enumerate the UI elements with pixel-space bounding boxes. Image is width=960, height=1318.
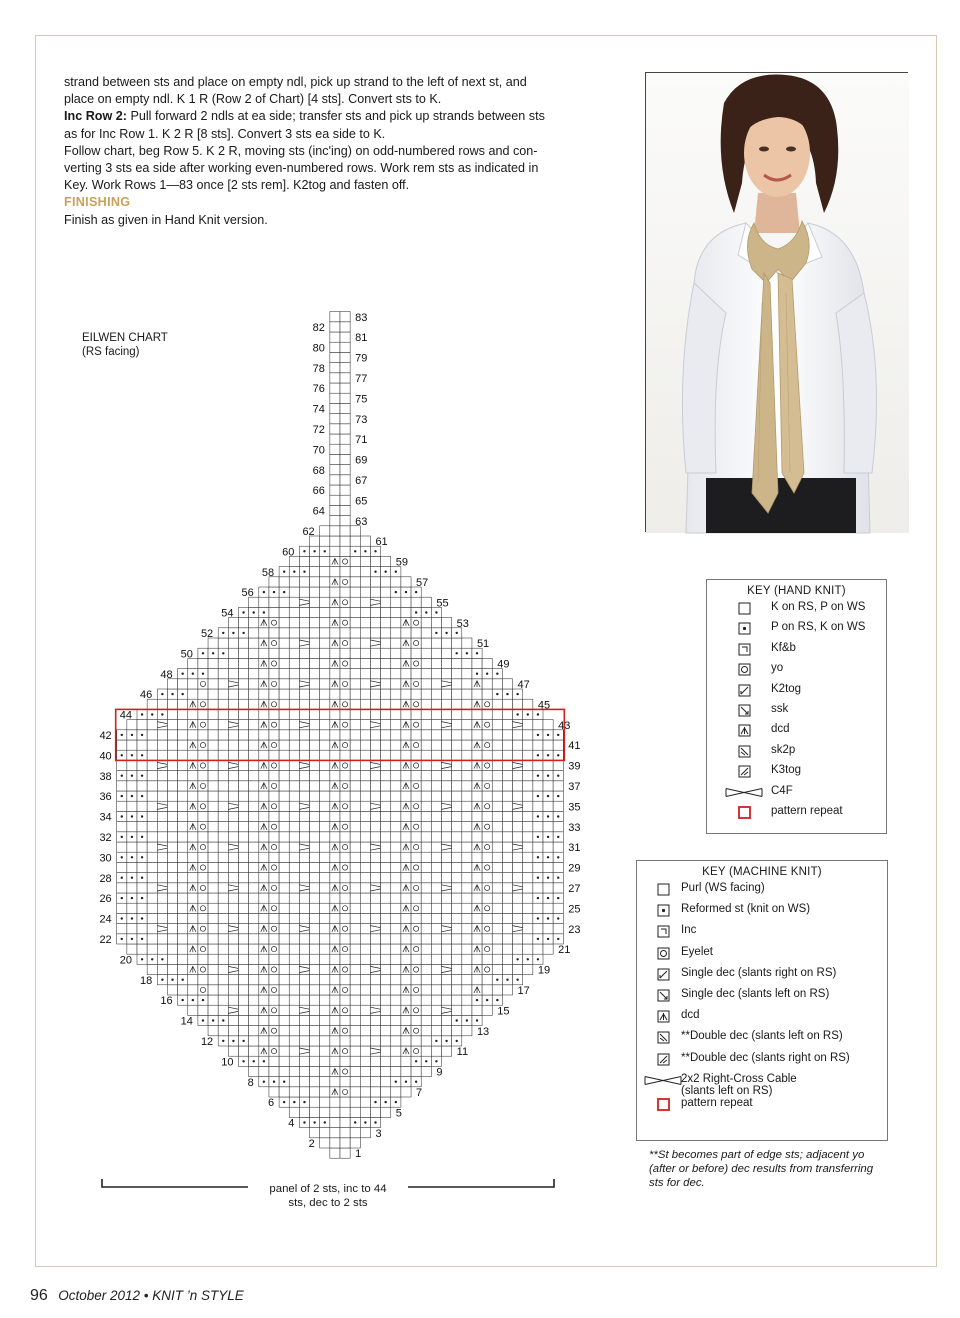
red-square-icon [656,1097,671,1112]
instruction-line: strand between sts and place on empty ndl, pick up strand to the left of next st, and [64,75,527,89]
k3tog-icon [656,1052,671,1067]
key-item [637,882,887,903]
key-item [707,805,886,825]
chart-row [310,1128,371,1138]
key-label: dcd [681,1009,700,1022]
chart-row [330,352,350,362]
row-number: 7 [416,1087,423,1099]
key-symbol [645,924,681,939]
key-label: K2tog [771,682,802,695]
yo-icon [737,662,752,677]
chart-row [218,1036,462,1046]
instruction-line: as for Inc Row 1. K 2 R [8 sts]. Convert 3 sts ea side to K. [64,126,386,141]
row-number: 28 [99,872,112,885]
row-number: 34 [99,811,112,824]
chart-row [330,322,350,332]
sk2p-icon [737,744,752,759]
row-number: 43 [558,719,571,732]
key-symbol [645,967,681,982]
row-number: 56 [241,587,254,600]
row-number: 49 [497,658,510,671]
chart-row [218,628,462,638]
key-symbol [645,903,681,918]
key-label: pattern repeat [771,804,843,817]
key-label: Single dec (slants right on RS) [681,966,837,979]
key-machine-title: KEY (MACHINE KNIT) [702,866,822,878]
row-number: 72 [312,424,325,436]
key-symbol [717,621,771,636]
key-machine-knit [636,860,888,1141]
key-item [707,764,886,784]
chart-row [330,342,350,352]
key-symbol [717,703,771,718]
sk2p-icon [656,1030,671,1045]
row-number: 61 [375,536,388,549]
row-number: 1 [355,1148,362,1161]
row-number: 25 [568,903,581,916]
row-number: 16 [160,995,173,1008]
row-number: 13 [476,1025,490,1038]
key-label: **Double dec (slants left on RS) [681,1030,843,1043]
key-hand-list [707,601,886,825]
chart-row [117,934,564,944]
row-number: 37 [568,781,581,793]
chart-row [137,954,543,964]
row-number: 23 [568,923,581,936]
row-number: 55 [436,597,449,610]
row-number: 42 [99,730,112,742]
k2tog-icon [737,683,752,698]
panel-caption-line: sts, dec to 2 sts [288,1197,368,1209]
panel-caption-line: panel of 2 sts, inc to 44 [269,1183,387,1195]
chart-row [330,495,350,505]
row-number: 24 [99,913,112,926]
chart-row [330,434,350,444]
row-number: 75 [355,393,368,406]
key-item [707,642,886,662]
key-label: K on RS, P on WS [771,601,866,613]
chart-row [117,883,564,893]
key-symbol [717,744,771,759]
row-number: 29 [568,862,581,875]
chart-subtitle: (RS facing) [82,346,140,358]
key-symbol [645,1052,681,1067]
row-number: 58 [261,566,275,579]
key-label: pattern repeat [681,1096,753,1109]
row-number: 8 [247,1076,254,1089]
instruction-line: Follow chart, beg Row 5. K 2 R, moving sts (inc'ing) on odd-numbered rows and con- [64,143,538,158]
inc-row-2-text: Pull forward 2 ndls at ea side; transfer sts and pick up strands between sts [126,109,545,124]
key-label: ssk [771,702,789,715]
key-label: Eyelet [681,945,713,958]
row-number: 77 [355,373,368,385]
row-number: 65 [355,495,368,508]
row-number: 78 [312,362,325,375]
chart-row [198,1015,482,1025]
key-symbol [645,1030,681,1045]
key-label: 2x2 Right-Cross Cable (slants left on RS) [681,1073,887,1097]
row-number: 32 [99,832,112,844]
machine-note: **St becomes part of edge sts; adjacent yo (after or before) dec results from transferring sts for dec. [649,1149,874,1189]
key-label: dcd [771,723,790,736]
row-number: 67 [355,475,368,487]
key-item [707,662,886,682]
kfb-icon [737,642,752,657]
dot-square-icon [656,903,671,918]
key-hand-title: KEY (HAND KNIT) [747,585,846,597]
key-item [707,723,886,743]
key-symbol [717,642,771,657]
chart-row [127,720,553,730]
row-number: 69 [355,454,368,467]
key-symbol [645,1097,681,1112]
chart-row [330,312,350,322]
row-number: 76 [312,383,325,396]
row-number: 12 [200,1036,214,1048]
chart-row [117,791,564,801]
row-number: 4 [288,1117,295,1130]
chart-row [299,1117,380,1127]
chart-row [299,546,380,556]
chart-row [117,832,564,842]
row-number: 18 [140,974,153,987]
row-number: 2 [308,1138,315,1150]
chart-row [117,781,564,791]
key-item [637,946,887,967]
chart-row [330,485,350,495]
key-label-continued: (slants left on RS) [681,1084,773,1097]
dcd-icon [656,1009,671,1024]
key-item [637,1052,887,1073]
row-number: 21 [558,944,571,957]
instruction-line: Key. Work Rows 1—83 once [2 sts rem]. K2tog and fasten off. [64,178,410,193]
row-number: 10 [221,1056,234,1069]
chart-row [117,903,564,913]
chart-row [137,709,543,719]
key-item [707,785,886,805]
key-item [707,744,886,764]
ssk-icon [656,988,671,1003]
chart-row [117,730,564,740]
key-item [637,967,887,988]
chart-row [117,852,564,862]
inc-row-2-label: Inc Row 2: [64,109,127,124]
row-number: 66 [312,485,325,498]
row-number: 52 [200,628,214,640]
row-number: 83 [355,311,368,324]
key-symbol [717,764,771,779]
row-number: 74 [312,403,325,416]
model-photo [645,72,908,532]
chart-grid [99,312,580,1161]
chart-row [117,740,564,750]
finishing-text: Finish as given in Hand Knit version. [64,212,268,227]
row-number: 82 [312,322,325,334]
chart-row [330,363,350,373]
row-number: 35 [568,801,581,814]
chart-row [279,1097,401,1107]
page-footer [30,1287,244,1305]
chart-row [239,607,442,617]
chart-row [239,1056,442,1066]
key-label: C4F [771,784,793,797]
key-label: Single dec (slants left on RS) [681,987,830,1000]
row-number: 39 [568,760,581,773]
key-label: Kf&b [771,641,796,654]
chart-row [330,403,350,413]
chart-row [228,618,451,628]
row-number: 9 [436,1066,443,1079]
key-symbol [717,662,771,677]
key-label: K3tog [771,764,802,777]
chart-row [249,1066,432,1076]
row-number: 46 [140,689,153,702]
chart-row [330,414,350,424]
k3tog-icon [737,764,752,779]
key-symbol [717,785,771,800]
chart-row [117,913,564,923]
row-number: 64 [312,505,325,518]
key-item [637,1097,887,1118]
row-number: 80 [312,342,325,355]
key-label: Inc [681,924,697,937]
chart-row [259,1077,421,1087]
chart-row [198,648,482,658]
cable-icon [724,785,764,800]
chart-row [330,1148,350,1158]
row-number: 17 [517,985,530,997]
row-number: 73 [355,413,368,426]
chart-row [330,424,350,434]
instruction-line: verting 3 sts ea side after working even-numbered rows. Work rem sts as indicated in [64,161,539,176]
chart-row [178,995,503,1005]
key-item [637,1073,887,1097]
key-item [707,703,886,723]
row-number: 68 [312,464,325,477]
chart-row [330,516,350,526]
dot-square-icon [737,621,752,636]
row-number: 54 [221,607,234,620]
row-number: 41 [568,740,581,753]
chart-row [178,669,503,679]
row-number: 70 [312,444,325,457]
model-illustration [646,73,909,533]
key-symbol [717,601,771,616]
key-symbol [645,988,681,1003]
dcd-icon [737,723,752,738]
eilwen-chart [70,311,590,1185]
row-number: 44 [119,709,132,722]
instruction-line [64,108,612,125]
row-number: 33 [568,821,581,834]
row-number: 5 [395,1107,402,1120]
key-item [707,601,886,621]
row-number: 48 [160,668,173,681]
chart-row [289,1107,391,1117]
finishing-heading: FINISHING [64,195,131,210]
row-number: 79 [355,352,368,365]
row-number: 45 [537,699,551,712]
row-number: 71 [355,434,368,447]
key-hand-knit [706,579,887,834]
row-number: 59 [395,556,408,569]
key-symbol [717,723,771,738]
issue-label: October 2012 • KNIT ’n STYLE [58,1288,244,1303]
chart-row [208,1026,472,1036]
row-number: 60 [282,546,295,559]
chart-title-line: EILWEN CHART [82,332,168,344]
key-label: **Double dec (slants right on RS) [681,1051,850,1064]
chart-row [330,373,350,383]
row-number: 40 [99,750,112,763]
row-number: 62 [302,526,315,538]
chart-row [330,505,350,515]
row-number: 20 [119,954,132,967]
page-number: 96 [30,1287,48,1304]
row-number: 81 [355,332,368,345]
chart-row [167,679,512,689]
chart-row [330,444,350,454]
chart-row [117,873,564,883]
chart-row [188,658,493,668]
row-number: 6 [267,1097,275,1110]
key-item [637,1030,887,1051]
instruction-line: place on empty ndl. K 1 R (Row 2 of Chart) [4 sts]. Convert sts to K. [64,92,442,107]
red-square-icon [737,805,752,820]
row-number: 30 [99,852,112,865]
chart-row [117,924,564,934]
key-item [707,621,886,641]
chart-row [269,577,411,587]
chart-row [117,822,564,832]
chart-row [249,597,432,607]
chart-row [117,862,564,872]
chart-row [127,944,553,954]
key-label: Purl (WS facing) [681,882,765,894]
key-item [637,903,887,924]
chart-row [117,811,564,821]
row-number: 22 [99,934,112,946]
chart-row [157,975,522,985]
key-label: yo [771,662,784,675]
chart-row [147,699,533,709]
chart-row [259,587,421,597]
empty-square-icon [737,601,752,616]
chart-row [330,393,350,403]
row-number: 57 [416,577,429,589]
key-label: P on RS, K on WS [771,621,866,634]
row-number: 47 [517,679,530,691]
chart-row [117,771,564,781]
chart-row [117,842,564,852]
chart-row [117,760,564,770]
row-number: 31 [568,842,581,855]
chart-row [289,556,391,566]
chart-row [228,1046,451,1056]
chart-row [330,383,350,393]
key-symbol [717,805,771,820]
chart-row [330,332,350,342]
chart-row [167,985,512,995]
cable-icon [643,1073,683,1088]
chart-row [320,1138,361,1148]
chart-row [279,567,401,577]
row-number: 63 [355,515,368,528]
row-number: 51 [476,638,490,651]
row-number: 26 [99,893,112,906]
row-number: 15 [497,1005,510,1018]
row-number: 14 [180,1015,193,1028]
empty-square-icon [656,882,671,897]
row-number: 38 [99,770,112,783]
key-symbol [645,882,681,897]
instructions-text [64,74,612,229]
row-number: 11 [456,1046,469,1059]
row-number: 27 [568,883,581,895]
chart-row [330,475,350,485]
key-label: sk2p [771,743,796,756]
k2tog-icon [656,967,671,982]
key-item [637,1009,887,1030]
ssk-icon [737,703,752,718]
chart-row [117,801,564,811]
row-number: 19 [537,964,551,977]
yo-icon [656,946,671,961]
panel-caption [246,1182,410,1210]
key-symbol [645,1009,681,1024]
chart-row [330,465,350,475]
chart-row [117,893,564,903]
key-symbol [717,683,771,698]
chart-row [188,1005,493,1015]
row-number: 3 [375,1127,382,1140]
key-machine-list [637,882,887,1118]
chart-row [269,1087,411,1097]
key-item [637,988,887,1009]
row-number: 53 [456,617,469,630]
chart-row [208,638,472,648]
chart-row [117,750,564,760]
kfb-icon [656,924,671,939]
chart-row [310,536,371,546]
chart-row [157,689,522,699]
key-symbol [645,1073,681,1088]
key-symbol [645,946,681,961]
key-label: Reformed st (knit on WS) [681,903,811,916]
key-item [637,924,887,945]
row-number: 50 [180,648,193,661]
key-item [707,683,886,703]
row-number: 36 [99,791,112,804]
chart-row [330,454,350,464]
chart-row [147,964,533,974]
